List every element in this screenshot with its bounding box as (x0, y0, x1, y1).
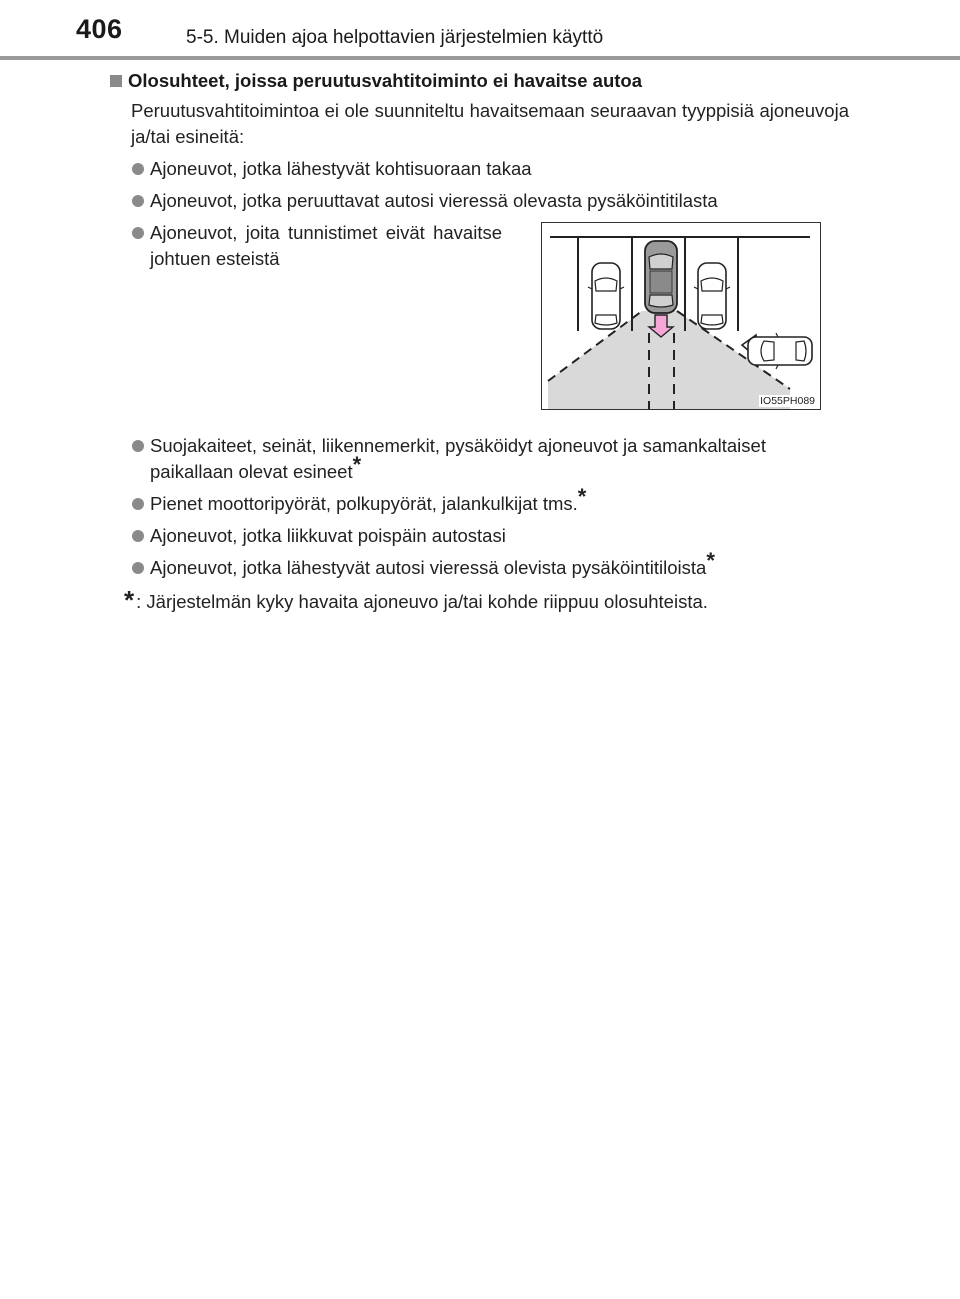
page-number: 406 (76, 14, 123, 44)
header-rule (0, 56, 960, 60)
list-item-text (150, 484, 850, 517)
own-car (645, 241, 677, 313)
bullet-dot-icon (132, 530, 144, 542)
list-item-text (150, 548, 850, 581)
approaching-car (748, 333, 812, 369)
bullet-dot-icon (132, 498, 144, 510)
parking-diagram (542, 223, 820, 409)
bullet-dot-icon (132, 195, 144, 207)
bullet-dot-icon (132, 440, 144, 452)
section-title: 5-5. Muiden ajoa helpottavien järjestelmien käyttö (186, 27, 604, 48)
list-item-text: Ajoneuvot, jotka peruuttavat autosi vieressä olevasta pysäköintitilasta (150, 190, 718, 211)
list-item (132, 156, 850, 182)
bullet-dot-icon (132, 227, 144, 239)
page-header (0, 0, 960, 62)
parked-car-left (588, 263, 624, 329)
intro-paragraph: Peruutusvahtitoimintoa ei ole suunniteltu havaitsemaan seuraavan tyyppisiä ajoneuvoja ja/tai esineitä: (131, 100, 849, 147)
list-item (132, 523, 850, 549)
list-item (132, 188, 850, 214)
list-item-text-content: Pienet moottoripyörät, polkupyörät, jalankulkijat tms. (150, 493, 578, 514)
asterisk-mark: * (577, 484, 587, 509)
parking-illustration (541, 222, 821, 410)
section-heading (110, 66, 850, 96)
list-item-text-content: Ajoneuvot, jotka lähestyvät autosi vieressä olevista pysäköintitiloista (150, 557, 707, 578)
asterisk-mark: * (352, 452, 362, 477)
footnote-text: : Järjestelmän kyky havaita ajoneuvo ja/tai kohde riippuu olosuhteista. (136, 591, 708, 612)
list-item (132, 548, 850, 581)
footnote (124, 585, 850, 615)
heading-text: Olosuhteet, joissa peruutusvahtitoiminto ei havaitse autoa (128, 70, 642, 91)
asterisk-mark: * (706, 548, 715, 573)
parked-car-right (694, 263, 730, 329)
list-item (132, 220, 502, 272)
list-item (132, 433, 850, 485)
bullet-dot-icon (132, 562, 144, 574)
list-item (132, 484, 850, 517)
square-bullet-icon (110, 75, 122, 87)
list-item-text: Ajoneuvot, joita tunnistimet eivät havaitse johtuen esteistä (150, 222, 502, 269)
bullet-dot-icon (132, 163, 144, 175)
footnote-marker: * (124, 585, 135, 615)
list-item-text: Ajoneuvot, jotka liikkuvat poispäin autostasi (150, 525, 506, 546)
main-content (110, 66, 850, 615)
list-item-text (150, 433, 850, 485)
figure-label: IO55PH089 (760, 395, 815, 407)
list-item-text-content: Suojakaiteet, seinät, liikennemerkit, pysäköidyt ajoneuvot ja samankaltaiset paikallaan olevat esineet (150, 435, 766, 482)
list-item-text: Ajoneuvot, jotka lähestyvät kohtisuoraan takaa (150, 158, 532, 179)
bullet-with-figure (110, 220, 850, 433)
